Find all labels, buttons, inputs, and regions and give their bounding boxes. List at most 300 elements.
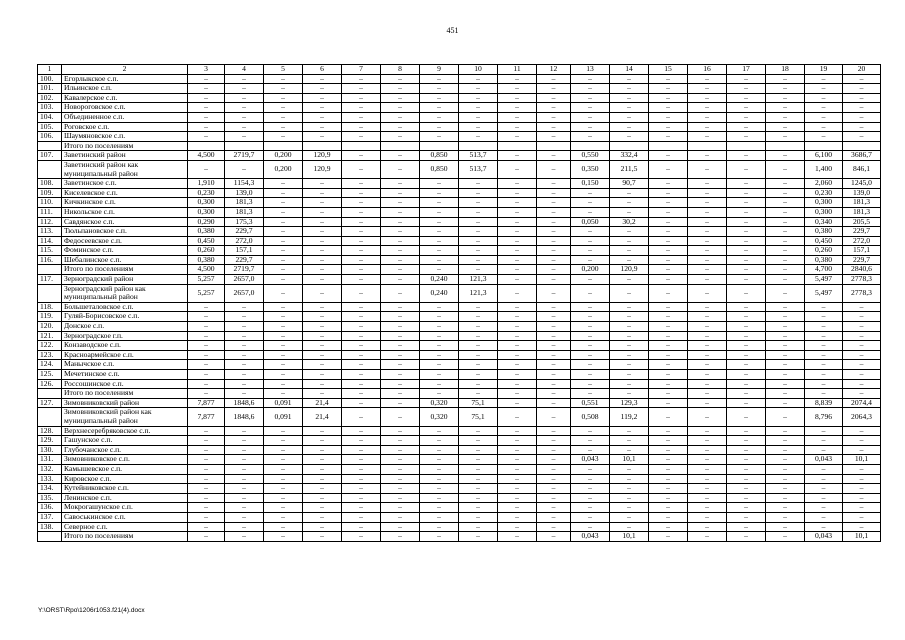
cell-value: – — [420, 341, 459, 351]
cell-value: – — [381, 188, 420, 198]
cell-value: – — [537, 503, 571, 513]
cell-value: – — [188, 512, 225, 522]
cell-value: 4,700 — [805, 265, 843, 275]
cell-value: 0,300 — [805, 198, 843, 208]
cell-value — [649, 141, 688, 151]
row-number: 102. — [38, 93, 62, 103]
table-row — [38, 503, 881, 513]
cell-value: – — [649, 275, 688, 285]
cell-value: – — [537, 275, 571, 285]
cell-value: – — [381, 93, 420, 103]
cell-value — [303, 141, 342, 151]
cell-value: – — [537, 217, 571, 227]
cell-value: – — [420, 312, 459, 322]
cell-value: – — [225, 493, 264, 503]
table-row — [38, 265, 881, 275]
cell-value: – — [727, 265, 766, 275]
cell-value: – — [225, 84, 264, 94]
cell-value: – — [766, 122, 805, 132]
column-header: 18 — [766, 65, 805, 75]
cell-value: – — [843, 389, 881, 399]
cell-value: – — [610, 103, 649, 113]
cell-value: – — [688, 207, 727, 217]
cell-value: 2657,0 — [225, 284, 264, 302]
cell-value: 0,380 — [188, 227, 225, 237]
cell-value: – — [843, 74, 881, 84]
cell-value: – — [688, 103, 727, 113]
cell-value: – — [498, 532, 537, 542]
cell-value: – — [342, 122, 381, 132]
cell-value: – — [571, 132, 610, 142]
cell-value: – — [688, 455, 727, 465]
row-number: 129. — [38, 436, 62, 446]
row-label: Большеталовское с.п. — [62, 302, 188, 312]
cell-value: – — [610, 112, 649, 122]
cell-value — [843, 141, 881, 151]
cell-value: – — [342, 246, 381, 256]
table-row — [38, 275, 881, 285]
cell-value: – — [727, 398, 766, 408]
cell-value: 8,839 — [805, 398, 843, 408]
cell-value: – — [727, 93, 766, 103]
cell-value: – — [459, 179, 498, 189]
cell-value: – — [610, 74, 649, 84]
cell-value: – — [610, 84, 649, 94]
cell-value: 10,1 — [843, 455, 881, 465]
cell-value: – — [610, 360, 649, 370]
cell-value: – — [649, 160, 688, 178]
cell-value: – — [649, 122, 688, 132]
cell-value: – — [420, 464, 459, 474]
cell-value — [225, 141, 264, 151]
cell-value: – — [264, 255, 303, 265]
cell-value: – — [727, 179, 766, 189]
cell-value: – — [571, 312, 610, 322]
cell-value — [537, 141, 571, 151]
cell-value: – — [649, 217, 688, 227]
cell-value: 0,290 — [188, 217, 225, 227]
cell-value: – — [303, 246, 342, 256]
cell-value: 157,1 — [843, 246, 881, 256]
cell-value: – — [225, 360, 264, 370]
cell-value: – — [805, 74, 843, 84]
cell-value: – — [571, 484, 610, 494]
cell-value: – — [381, 322, 420, 332]
table-row — [38, 360, 881, 370]
cell-value: – — [727, 207, 766, 217]
cell-value: – — [342, 379, 381, 389]
cell-value: – — [649, 93, 688, 103]
cell-value: – — [342, 198, 381, 208]
cell-value: 0,091 — [264, 398, 303, 408]
cell-value: – — [381, 512, 420, 522]
cell-value: – — [381, 103, 420, 113]
cell-value: – — [459, 312, 498, 322]
cell-value: – — [225, 503, 264, 513]
cell-value: – — [188, 341, 225, 351]
cell-value: 0,320 — [420, 408, 459, 426]
cell-value: – — [688, 408, 727, 426]
cell-value: – — [610, 522, 649, 532]
cell-value: 0,300 — [188, 198, 225, 208]
row-label: Верхнесеребряковское с.п. — [62, 426, 188, 436]
cell-value: – — [688, 302, 727, 312]
cell-value: – — [264, 389, 303, 399]
cell-value: – — [649, 503, 688, 513]
cell-value: – — [571, 522, 610, 532]
cell-value: – — [843, 350, 881, 360]
row-number — [38, 408, 62, 426]
cell-value: – — [766, 379, 805, 389]
cell-value: – — [649, 389, 688, 399]
cell-value: 139,0 — [843, 188, 881, 198]
cell-value: – — [571, 389, 610, 399]
cell-value: – — [537, 236, 571, 246]
page-number: 451 — [446, 26, 459, 35]
table-row — [38, 227, 881, 237]
cell-value: – — [537, 188, 571, 198]
column-header: 1 — [38, 65, 62, 75]
cell-value: 7,877 — [188, 398, 225, 408]
row-number: 109. — [38, 188, 62, 198]
cell-value: – — [610, 322, 649, 332]
cell-value: – — [188, 389, 225, 399]
cell-value: – — [342, 341, 381, 351]
cell-value: – — [459, 132, 498, 142]
cell-value: – — [420, 179, 459, 189]
cell-value: – — [188, 360, 225, 370]
cell-value: – — [805, 322, 843, 332]
cell-value: – — [649, 265, 688, 275]
cell-value: – — [303, 112, 342, 122]
cell-value: – — [537, 436, 571, 446]
cell-value: – — [420, 350, 459, 360]
cell-value: – — [342, 350, 381, 360]
cell-value: – — [303, 275, 342, 285]
cell-value: – — [766, 436, 805, 446]
cell-value: 0,200 — [571, 265, 610, 275]
cell-value: – — [727, 246, 766, 256]
cell-value: – — [537, 160, 571, 178]
cell-value: – — [264, 122, 303, 132]
table-row — [38, 341, 881, 351]
cell-value: – — [342, 93, 381, 103]
cell-value: – — [805, 493, 843, 503]
cell-value: – — [537, 389, 571, 399]
cell-value: – — [264, 207, 303, 217]
cell-value: – — [571, 275, 610, 285]
cell-value: 0,380 — [188, 255, 225, 265]
cell-value: 0,043 — [571, 532, 610, 542]
row-number — [38, 160, 62, 178]
cell-value: – — [420, 198, 459, 208]
cell-value: – — [766, 474, 805, 484]
cell-value: – — [649, 322, 688, 332]
cell-value: – — [649, 398, 688, 408]
row-number: 133. — [38, 474, 62, 484]
cell-value: – — [571, 207, 610, 217]
cell-value: 229,7 — [843, 227, 881, 237]
cell-value: 6,100 — [805, 151, 843, 161]
cell-value: – — [727, 512, 766, 522]
cell-value: – — [303, 532, 342, 542]
cell-value: – — [766, 188, 805, 198]
cell-value: 0,450 — [805, 236, 843, 246]
cell-value: – — [649, 512, 688, 522]
cell-value: – — [498, 341, 537, 351]
cell-value: – — [342, 474, 381, 484]
table-row — [38, 112, 881, 122]
cell-value: 121,3 — [459, 275, 498, 285]
cell-value: – — [727, 132, 766, 142]
cell-value: – — [610, 370, 649, 380]
column-header: 17 — [727, 65, 766, 75]
cell-value: – — [727, 455, 766, 465]
cell-value: – — [805, 503, 843, 513]
cell-value: – — [303, 227, 342, 237]
column-header: 16 — [688, 65, 727, 75]
cell-value: – — [766, 503, 805, 513]
cell-value: – — [498, 246, 537, 256]
cell-value: – — [649, 74, 688, 84]
cell-value: – — [610, 284, 649, 302]
cell-value: – — [381, 503, 420, 513]
cell-value: – — [537, 112, 571, 122]
cell-value: – — [805, 512, 843, 522]
cell-value: – — [381, 227, 420, 237]
cell-value: – — [381, 389, 420, 399]
cell-value: 205,5 — [843, 217, 881, 227]
cell-value: – — [610, 484, 649, 494]
cell-value: 30,2 — [610, 217, 649, 227]
cell-value: – — [420, 360, 459, 370]
cell-value: – — [727, 493, 766, 503]
cell-value: – — [264, 284, 303, 302]
cell-value: – — [188, 493, 225, 503]
row-number: 110. — [38, 198, 62, 208]
cell-value: – — [571, 284, 610, 302]
cell-value: – — [420, 122, 459, 132]
row-number: 100. — [38, 74, 62, 84]
cell-value: – — [459, 236, 498, 246]
cell-value — [498, 141, 537, 151]
cell-value: – — [537, 331, 571, 341]
cell-value: 4,500 — [188, 151, 225, 161]
cell-value: – — [610, 503, 649, 513]
row-label: Ленинское с.п. — [62, 493, 188, 503]
cell-value: – — [342, 398, 381, 408]
cell-value: – — [610, 207, 649, 217]
cell-value: – — [649, 445, 688, 455]
cell-value: 0,320 — [420, 398, 459, 408]
cell-value: 2840,6 — [843, 265, 881, 275]
cell-value: – — [649, 84, 688, 94]
cell-value: – — [805, 341, 843, 351]
cell-value: – — [610, 350, 649, 360]
cell-value: – — [498, 522, 537, 532]
cell-value: – — [264, 370, 303, 380]
cell-value: – — [766, 350, 805, 360]
cell-value: – — [303, 379, 342, 389]
cell-value: – — [342, 103, 381, 113]
row-number: 112. — [38, 217, 62, 227]
cell-value: – — [420, 493, 459, 503]
cell-value: – — [805, 426, 843, 436]
cell-value: – — [571, 464, 610, 474]
cell-value: – — [498, 275, 537, 285]
cell-value: – — [766, 227, 805, 237]
cell-value: – — [727, 360, 766, 370]
cell-value: – — [264, 312, 303, 322]
cell-value: – — [342, 151, 381, 161]
cell-value: – — [381, 370, 420, 380]
cell-value: – — [264, 188, 303, 198]
cell-value: – — [225, 93, 264, 103]
cell-value: – — [537, 379, 571, 389]
cell-value: – — [688, 112, 727, 122]
cell-value: – — [420, 188, 459, 198]
cell-value: – — [688, 532, 727, 542]
cell-value: – — [225, 341, 264, 351]
cell-value: – — [381, 112, 420, 122]
cell-value: 2719,7 — [225, 265, 264, 275]
cell-value: – — [571, 93, 610, 103]
cell-value: – — [688, 341, 727, 351]
column-header: 5 — [264, 65, 303, 75]
cell-value: – — [688, 122, 727, 132]
cell-value: – — [498, 122, 537, 132]
cell-value: – — [498, 302, 537, 312]
cell-value: – — [537, 532, 571, 542]
cell-value: – — [610, 379, 649, 389]
cell-value: – — [264, 74, 303, 84]
cell-value: – — [688, 188, 727, 198]
cell-value: – — [303, 503, 342, 513]
cell-value: 21,4 — [303, 408, 342, 426]
cell-value: – — [766, 312, 805, 322]
cell-value: – — [843, 103, 881, 113]
row-number: 118. — [38, 302, 62, 312]
table-row — [38, 426, 881, 436]
cell-value: – — [766, 275, 805, 285]
cell-value: – — [459, 246, 498, 256]
cell-value: – — [381, 236, 420, 246]
row-label: Егорлыкское с.п. — [62, 74, 188, 84]
cell-value: – — [381, 312, 420, 322]
cell-value: – — [688, 322, 727, 332]
cell-value: – — [727, 227, 766, 237]
cell-value: – — [843, 522, 881, 532]
cell-value: – — [342, 503, 381, 513]
cell-value: – — [537, 74, 571, 84]
cell-value: – — [649, 408, 688, 426]
row-label: Мечетинское с.п. — [62, 370, 188, 380]
cell-value: 229,7 — [843, 255, 881, 265]
cell-value: – — [459, 112, 498, 122]
cell-value: – — [420, 112, 459, 122]
cell-value: – — [805, 350, 843, 360]
column-header: 12 — [537, 65, 571, 75]
cell-value: – — [727, 198, 766, 208]
cell-value: – — [843, 503, 881, 513]
column-header: 19 — [805, 65, 843, 75]
cell-value: – — [381, 484, 420, 494]
cell-value: – — [459, 198, 498, 208]
row-number: 111. — [38, 207, 62, 217]
cell-value: – — [498, 160, 537, 178]
table-row — [38, 464, 881, 474]
cell-value: – — [225, 132, 264, 142]
cell-value: – — [805, 93, 843, 103]
cell-value: – — [688, 284, 727, 302]
row-label: Ильинское с.п. — [62, 84, 188, 94]
table-row — [38, 370, 881, 380]
row-label: Донское с.п. — [62, 322, 188, 332]
cell-value: – — [805, 112, 843, 122]
cell-value: – — [537, 227, 571, 237]
cell-value: – — [225, 331, 264, 341]
cell-value: – — [303, 302, 342, 312]
cell-value: – — [649, 464, 688, 474]
cell-value: – — [537, 312, 571, 322]
cell-value: – — [843, 112, 881, 122]
cell-value: – — [264, 93, 303, 103]
cell-value: 2074,4 — [843, 398, 881, 408]
column-header: 9 — [420, 65, 459, 75]
cell-value: – — [264, 445, 303, 455]
cell-value: – — [264, 522, 303, 532]
cell-value — [571, 141, 610, 151]
cell-value: – — [498, 151, 537, 161]
cell-value: – — [381, 198, 420, 208]
cell-value: – — [188, 112, 225, 122]
cell-value: 229,7 — [225, 255, 264, 265]
cell-value: – — [264, 217, 303, 227]
cell-value: 5,497 — [805, 275, 843, 285]
cell-value: – — [303, 426, 342, 436]
cell-value: – — [571, 331, 610, 341]
cell-value: – — [459, 341, 498, 351]
cell-value: – — [381, 74, 420, 84]
cell-value: – — [649, 302, 688, 312]
row-number: 128. — [38, 426, 62, 436]
cell-value: – — [420, 103, 459, 113]
cell-value: – — [225, 484, 264, 494]
table-row — [38, 512, 881, 522]
cell-value: – — [498, 503, 537, 513]
cell-value: – — [766, 360, 805, 370]
cell-value: – — [805, 379, 843, 389]
cell-value: – — [766, 160, 805, 178]
cell-value: – — [342, 464, 381, 474]
table-row — [38, 93, 881, 103]
cell-value: – — [766, 74, 805, 84]
cell-value: – — [225, 436, 264, 446]
cell-value: 0,380 — [805, 227, 843, 237]
cell-value: – — [188, 522, 225, 532]
cell-value: – — [188, 370, 225, 380]
cell-value: – — [459, 93, 498, 103]
cell-value: – — [649, 112, 688, 122]
cell-value: – — [537, 302, 571, 312]
table-row — [38, 236, 881, 246]
row-label: Объединенное с.п. — [62, 112, 188, 122]
cell-value: – — [688, 522, 727, 532]
row-number: 113. — [38, 227, 62, 237]
cell-value: 0,240 — [420, 284, 459, 302]
cell-value: – — [420, 379, 459, 389]
cell-value: 157,1 — [225, 246, 264, 256]
